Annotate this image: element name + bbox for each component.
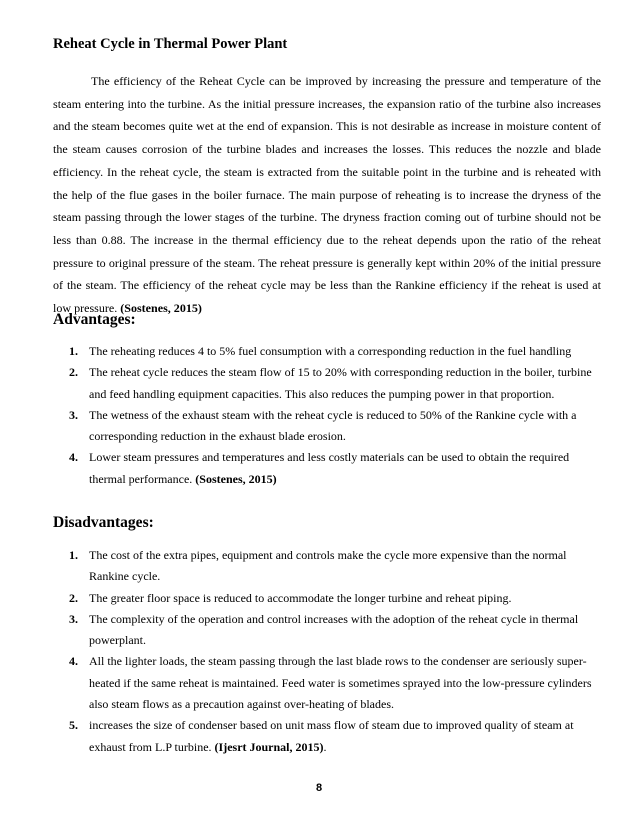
list-item-text: The greater floor space is reduced to accommodate the longer turbine and reheat piping. <box>89 590 512 605</box>
list-item <box>53 405 601 448</box>
list-item <box>53 588 601 609</box>
list-item <box>53 715 601 758</box>
list-item-number: 2. <box>69 365 78 380</box>
section-title: Reheat Cycle in Thermal Power Plant <box>53 36 288 52</box>
list-item-number: 3. <box>69 611 78 626</box>
list-item-text: The cost of the extra pipes, equipment and controls make the cycle more expensive than the normal Rankine cycle. <box>89 548 567 584</box>
page-number: 8 <box>315 782 323 794</box>
list-item-text: increases the size of condenser based on unit mass flow of steam due to improved quality of steam at exhaust from L.P turbine. <box>89 718 574 754</box>
intro-citation: (Sostenes, 2015) <box>120 301 202 316</box>
list-item-text: The reheat cycle reduces the steam flow of 15 to 20% with corresponding reduction in the boiler, turbine and feed handling equipment capacities. This also reduces the pumping power in that proportion. <box>89 365 592 401</box>
list-item-number: 3. <box>69 407 78 422</box>
disadvantages-list <box>53 545 601 758</box>
list-item-number: 5. <box>69 718 78 733</box>
list-item <box>53 545 601 588</box>
list-item-text: The complexity of the operation and control increases with the adoption of the reheat cycle in thermal powerplant. <box>89 611 579 648</box>
list-item-text: The wetness of the exhaust steam with the reheat cycle is reduced to 50% of the Rankine cycle with a corresponding reduction in the exhaust blade erosion. <box>89 407 577 444</box>
list-item-citation: (Sostenes, 2015) <box>195 471 277 486</box>
list-item-number: 4. <box>69 450 78 465</box>
list-item-number: 1. <box>69 548 78 562</box>
disadvantages-heading: Disadvantages: <box>53 514 154 531</box>
list-item-number: 1. <box>69 344 78 358</box>
list-item-text: Lower steam pressures and temperatures and less costly materials can be used to obtain the required thermal performance. <box>89 450 570 486</box>
list-item-citation: (Ijesrt Journal, 2015) <box>214 739 324 754</box>
list-item-number: 4. <box>69 654 78 669</box>
list-item-number: 2. <box>69 590 78 605</box>
advantages-heading: Advantages: <box>53 311 136 328</box>
list-item <box>53 341 601 362</box>
advantages-list <box>53 341 601 490</box>
intro-paragraph <box>53 70 601 320</box>
list-item-text: All the lighter loads, the steam passing through the last blade rows to the condenser are seriously super-heated if the same reheat is maintained. Feed water is sometimes sprayed into the low-pressure cylinders also steam flows as a precaution against over-heating of blades. <box>89 654 592 712</box>
list-item <box>53 362 601 405</box>
list-item-trailing: . <box>323 739 327 754</box>
list-item <box>53 609 601 652</box>
list-item-text: The reheating reduces 4 to 5% fuel consumption with a corresponding reduction in the fuel handling <box>89 344 572 358</box>
intro-text: The efficiency of the Reheat Cycle can be improved by increasing the pressure and temperature of the steam entering into the turbine. As the initial pressure increases, the expansion ratio of the turbine also increases and the steam becomes quite wet at the end of expansion. This is not desirable as increase in moisture content of the steam causes corrosion of the turbine blades and increases the losses. This reduces the nozzle and blade efficiency. In the reheat cycle, the steam is extracted from the suitable point in the turbine and is reheated with the help of the flue gases in the boiler furnace. The main purpose of reheating is to increase the dryness of the steam passing through the lower stages of the turbine. The dryness fraction coming out of turbine should not be less than 0.88. The increase in the thermal efficiency due to the reheat depends upon the ratio of the reheat pressure to original pressure of the steam. The reheat pressure is generally kept within 20% of the initial pressure of the steam. The efficiency of the reheat cycle may be less than the Rankine efficiency if the reheat is used at low pressure. <box>53 74 601 316</box>
list-item <box>53 651 601 715</box>
list-item <box>53 447 601 490</box>
